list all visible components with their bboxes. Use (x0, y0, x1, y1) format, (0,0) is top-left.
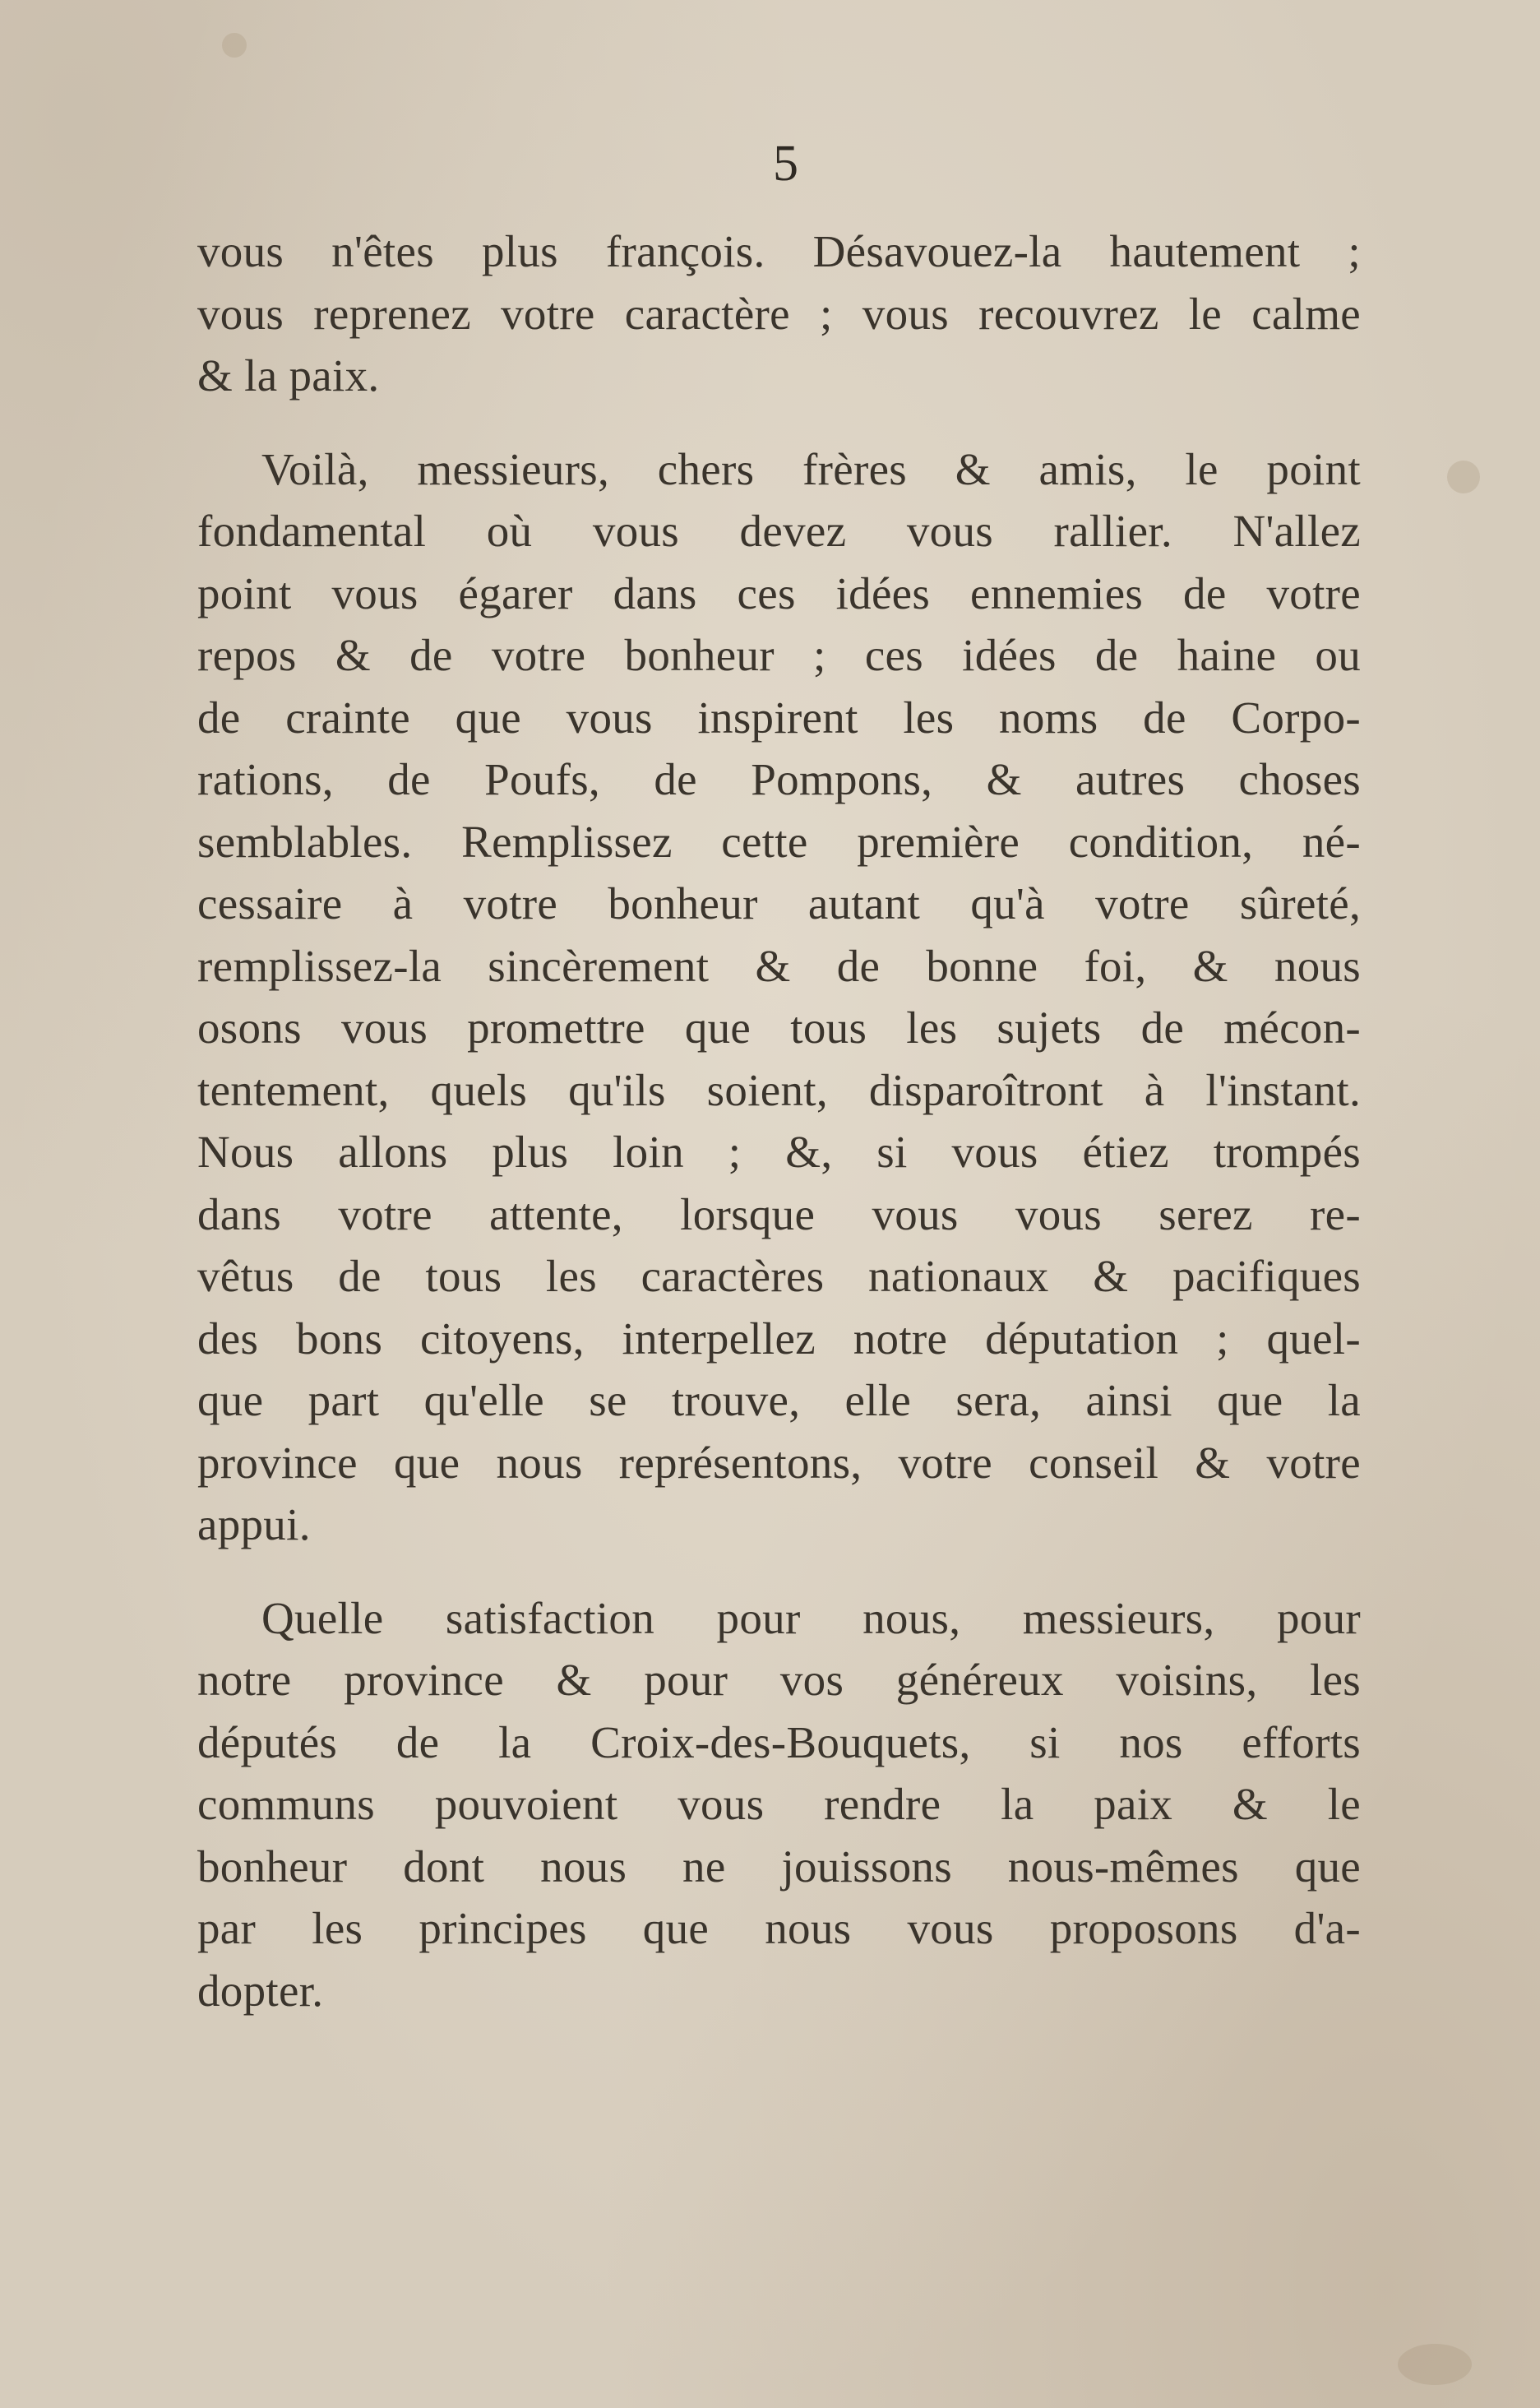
text-line: province que nous représentons, votre conseil & votre (197, 1437, 1361, 1488)
text-line: fondamental où vous devez vous rallier. N'allez (197, 506, 1361, 556)
text-line: communs pouvoient vous rendre la paix & le (197, 1779, 1361, 1829)
text-line: dans votre attente, lorsque vous vous serez re- (197, 1188, 1361, 1239)
paper-stain (1398, 2344, 1472, 2385)
text-line: repos & de votre bonheur ; ces idées de haine ou (197, 630, 1361, 680)
text-line: & la paix. (197, 350, 380, 401)
text-line: des bons citoyens, interpellez notre députation ; quel- (197, 1313, 1361, 1364)
text-line: osons vous promettre que tous les sujets de mécon- (197, 1003, 1361, 1053)
text-line: dopter. (197, 1965, 324, 2016)
text-line: point vous égarer dans ces idées ennemies de votre (197, 567, 1361, 618)
paragraph-gap (197, 1556, 1361, 1587)
text-line: vous reprenez votre caractère ; vous recouvrez le calme (197, 288, 1361, 339)
text-line: bonheur dont nous ne jouissons nous-mêmes que (197, 1841, 1361, 1892)
body-text (197, 220, 1361, 2021)
text-line: vous n'êtes plus françois. Désavouez-la hautement ; (197, 226, 1361, 276)
text-line: appui. (197, 1499, 311, 1549)
text-line: par les principes que nous vous proposons d'a- (197, 1903, 1361, 1953)
text-line: Voilà, messieurs, chers frères & amis, le point (261, 443, 1361, 494)
paper-stain (1447, 461, 1480, 493)
text-line: vêtus de tous les caractères nationaux & pacifiques (197, 1251, 1361, 1301)
text-line: notre province & pour vos généreux voisins, les (197, 1655, 1361, 1705)
text-line: que part qu'elle se trouve, elle sera, ainsi que la (197, 1375, 1361, 1425)
page-number: 5 (773, 136, 798, 192)
text-line: semblables. Remplissez cette première condition, né- (197, 816, 1361, 867)
text-line: remplissez-la sincèrement & de bonne foi, & nous (197, 940, 1361, 991)
text-line: rations, de Poufs, de Pompons, & autres choses (197, 754, 1361, 804)
text-line: de crainte que vous inspirent les noms de Corpo- (197, 692, 1361, 743)
paper-stain (222, 33, 247, 58)
text-line: cessaire à votre bonheur autant qu'à votre sûreté, (197, 878, 1361, 928)
text-line: Nous allons plus loin ; &, si vous étiez trompés (197, 1127, 1361, 1177)
text-line: Quelle satisfaction pour nous, messieurs, pour (261, 1592, 1361, 1643)
paragraph-gap (197, 407, 1361, 438)
text-line: tentement, quels qu'ils soient, disparoîtront à l'instant. (197, 1064, 1361, 1115)
text-line: députés de la Croix-des-Bouquets, si nos efforts (197, 1716, 1361, 1767)
